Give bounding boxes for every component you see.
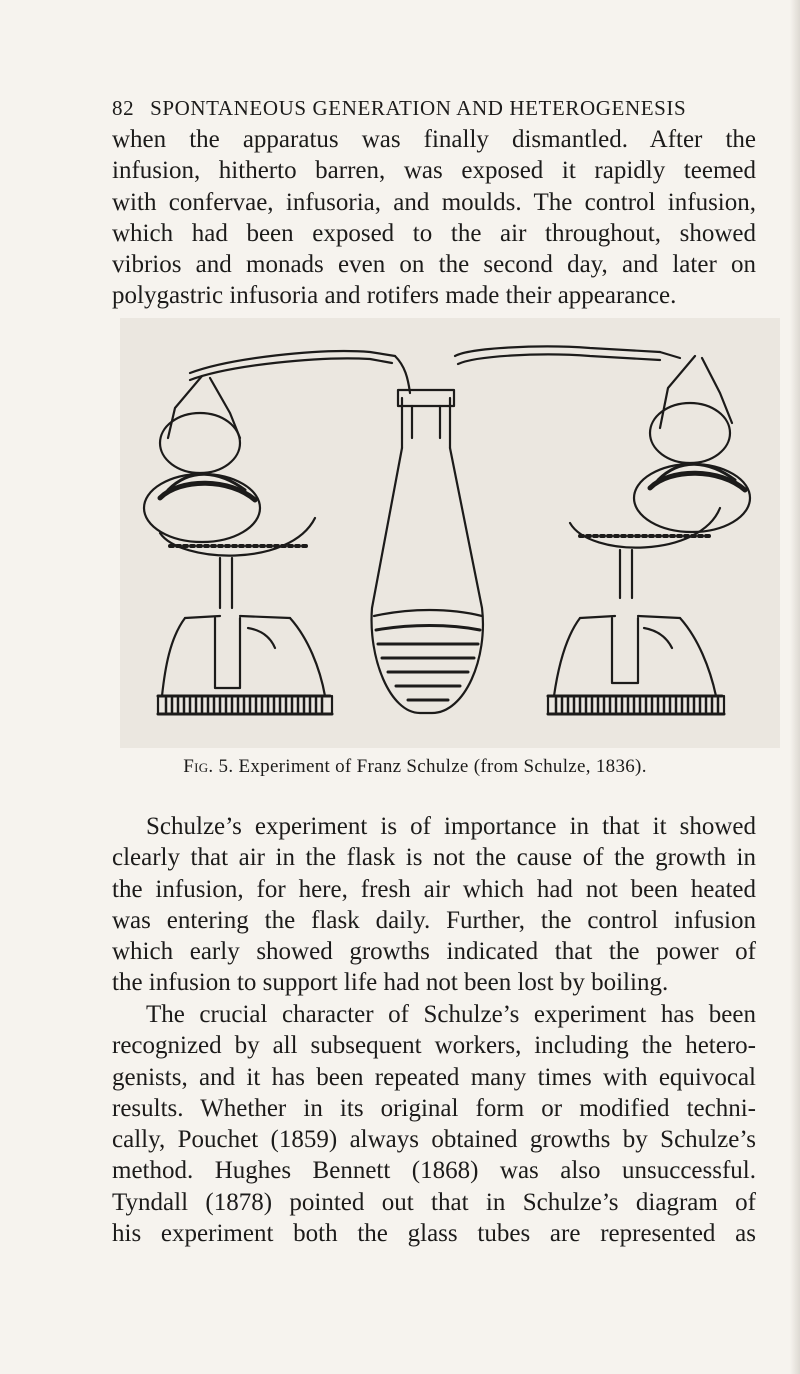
text-line: recognized by all subsequent workers, including the hetero-: [112, 1032, 756, 1060]
paragraph-3: [112, 999, 756, 1249]
figure-caption: [0, 756, 800, 778]
text-line: infusion, hitherto barren, was exposed it rapidly teemed: [112, 157, 756, 185]
text-line: method. Hughes Bennett (1868) was also unsuccessful.: [112, 1157, 756, 1185]
figure-caption-text: Experiment of Franz Schulze (from Schulze, 1836).: [238, 756, 647, 777]
figure-label: Fig. 5.: [183, 756, 234, 777]
text-line: genists, and it has been repeated many times with equivocal: [112, 1063, 756, 1091]
text-line: cally, Pouchet (1859) always obtained growths by Schulze’s: [112, 1126, 756, 1154]
text-line: clearly that air in the flask is not the cause of the growth in: [112, 844, 756, 872]
running-head-title: SPONTANEOUS GENERATION AND HETEROGENESIS: [150, 96, 687, 120]
text-line: polygastric infusoria and rotifers made their appearance.: [112, 282, 677, 310]
text-line: results. Whether in its original form or modified techni-: [112, 1094, 756, 1122]
text-line: when the apparatus was finally dismantled. After the: [112, 126, 756, 153]
text-line: The crucial character of Schulze’s experiment has been: [146, 1001, 756, 1028]
text-line: with confervae, infusoria, and moulds. The control infusion,: [112, 188, 756, 216]
figure-schulze-apparatus: [120, 318, 780, 748]
text-line: was entering the flask daily. Further, the control infusion: [112, 906, 756, 934]
running-head: [112, 96, 686, 121]
text-line: the infusion to support life had not been lost by boiling.: [112, 969, 669, 997]
text-line: vibrios and monads even on the second day, and later on: [112, 251, 756, 279]
text-line: which had been exposed to the air throughout, showed: [112, 219, 756, 247]
text-line: Schulze’s experiment is of importance in that it showed: [146, 813, 756, 840]
page-edge-shadow: [790, 0, 800, 1374]
text-line: Tyndall (1878) pointed out that in Schulze’s diagram of: [112, 1188, 756, 1216]
paragraph-1: [112, 124, 756, 312]
text-line: his experiment both the glass tubes are represented as: [112, 1220, 756, 1248]
text-line: the infusion, for here, fresh air which had not been heated: [112, 875, 756, 903]
text-line: which early showed growths indicated that the power of: [112, 938, 756, 966]
paragraph-2: [112, 811, 756, 999]
left-base-hatching: [166, 698, 322, 712]
page-number: 82: [112, 96, 135, 120]
